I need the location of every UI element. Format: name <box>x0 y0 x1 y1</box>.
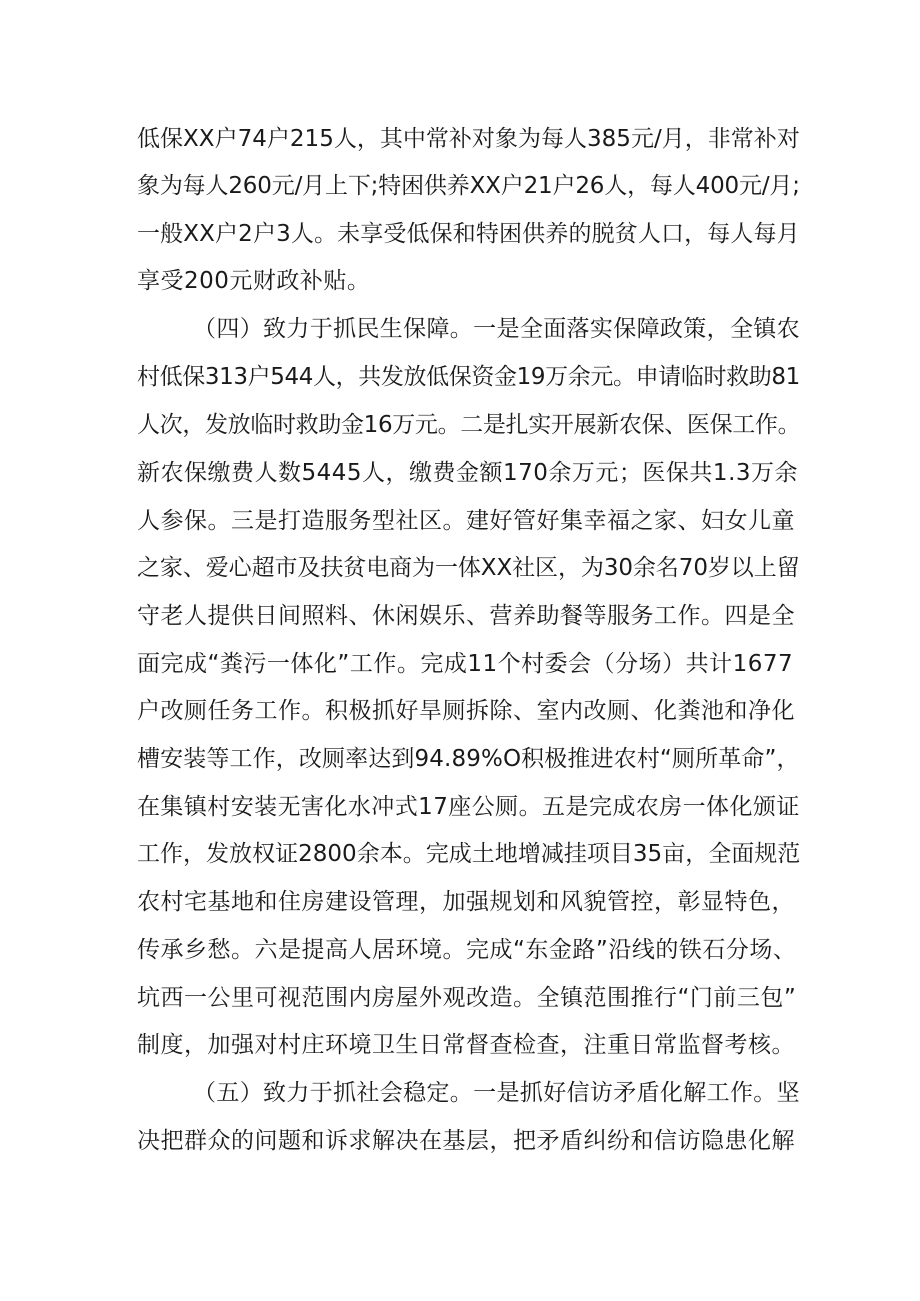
text-line: 享受200元财政补贴。 <box>137 268 371 294</box>
text-line: 槽安装等工作，改厕率达到94.89%O积极推进农村“厕所革命”， <box>137 746 800 772</box>
text-line: 工作，发放权证2800余本。完成土地增减挂项目35亩，全面规范 <box>137 841 801 867</box>
text-line: 坑西一公里可视范围内房屋外观改造。全镇范围推行“门前三包” <box>137 985 797 1011</box>
text-line: 新农保缴费人数5445人，缴费金额170余万元；医保共1.3万余 <box>137 460 799 486</box>
text-line: 低保XX户74户215人，其中常补对象为每人385元/月，非常补对 <box>137 126 800 152</box>
text-line: 人次，发放临时救助金16万元。二是扎实开展新农保、医保工作。 <box>137 412 801 438</box>
paragraph-start-line: （五）致力于抓社会稳定。一是抓好信访矛盾化解工作。坚 <box>193 1080 800 1106</box>
text-line: 村低保313户544人，共发放低保资金19万余元。申请临时救助81 <box>137 364 800 390</box>
text-line: 人参保。三是打造服务型社区。建好管好集幸福之家、妇女儿童 <box>137 508 795 534</box>
paragraph-start-line: （四）致力于抓民生保障。一是全面落实保障政策，全镇农 <box>193 316 800 342</box>
text-line: 农村宅基地和住房建设管理，加强规划和风貌管控，彰显特色， <box>137 889 795 915</box>
text-line: 一般XX户2户3人。未享受低保和特困供养的脱贫人口，每人每月 <box>137 221 800 247</box>
text-line: 传承乡愁。六是提高人居环境。完成“东金路”沿线的铁石分场、 <box>137 937 797 963</box>
text-line: 户改厕任务工作。积极抓好旱厕拆除、室内改厕、化粪池和净化 <box>137 698 795 724</box>
text-line: 在集镇村安装无害化水冲式17座公厕。五是完成农房一体化颁证 <box>137 794 800 820</box>
text-line: 制度，加强对村庄环境卫生日常督查检查，注重日常监督考核。 <box>137 1032 795 1058</box>
text-line: 之家、爱心超市及扶贫电商为一体XX社区，为30余名70岁以上留 <box>137 555 800 581</box>
text-line: 决把群众的问题和诉求解决在基层，把矛盾纠纷和信访隐患化解 <box>137 1128 795 1154</box>
text-line: 面完成“粪污一体化”工作。完成11个村委会（分场）共计1677 <box>137 651 794 677</box>
text-line: 象为每人260元/月上下;特困供养XX户21户26人，每人400元/月; <box>137 173 800 199</box>
text-line: 守老人提供日间照料、休闲娱乐、营养助餐等服务工作。四是全 <box>137 603 795 629</box>
